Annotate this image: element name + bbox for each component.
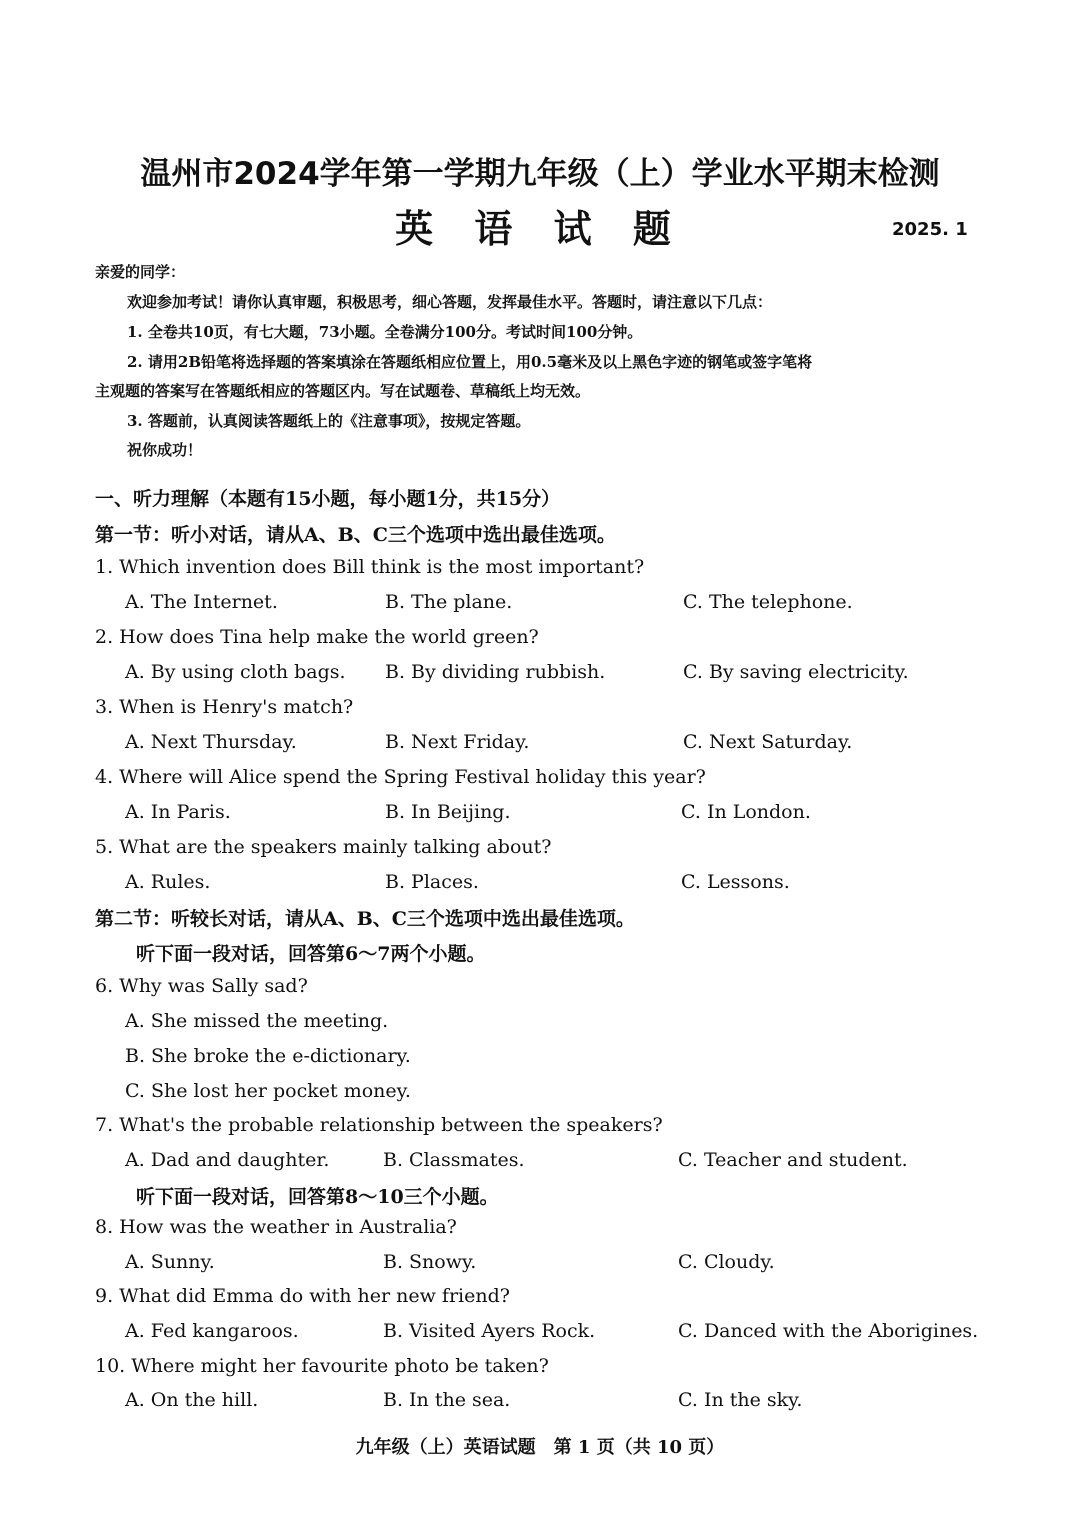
question-9: 9. What did Emma do with her new friend? [95, 1285, 510, 1307]
question-6: 6. Why was Sally sad? [95, 975, 308, 997]
q10-option-a: A. On the hill. [125, 1389, 259, 1411]
q8-option-a: A. Sunny. [125, 1251, 215, 1273]
q2-option-b: B. By dividing rubbish. [385, 661, 606, 683]
question-10: 10. Where might her favourite photo be taken? [95, 1355, 549, 1377]
notice-item-1 [95, 318, 965, 347]
notice-item-3 [95, 407, 965, 436]
section-heading: 一、听力理解（本题有15小题，每小题1分，共15分） [95, 488, 561, 510]
question-2: 2. How does Tina help make the world green? [95, 626, 539, 648]
q6-option-a: A. She missed the meeting. [125, 1010, 389, 1032]
q4-option-c: C. In London. [681, 801, 811, 823]
q1-option-b: B. The plane. [385, 591, 513, 613]
notice-item-2a [95, 348, 965, 377]
page-footer: 九年级（上）英语试题 第 1 页（共 10 页） [355, 1437, 725, 1458]
q7-option-b: B. Classmates. [383, 1149, 525, 1171]
question-4: 4. Where will Alice spend the Spring Festival holiday this year? [95, 766, 706, 788]
q9-option-b: B. Visited Ayers Rock. [383, 1320, 596, 1342]
notice-item-1-text: 1. 全卷共10页，有七大题，73小题。全卷满分100分。考试时间100分钟。 [127, 323, 643, 341]
q8-option-c: C. Cloudy. [678, 1251, 775, 1273]
exam-subject: 英 语 试 题 [395, 207, 685, 251]
q10-option-c: C. In the sky. [678, 1389, 803, 1411]
q9-option-a: A. Fed kangaroos. [125, 1320, 299, 1342]
q6-option-c: C. She lost her pocket money. [125, 1080, 411, 1102]
q5-option-c: C. Lessons. [681, 871, 790, 893]
question-7: 7. What's the probable relationship between the speakers? [95, 1114, 663, 1136]
part2-instruction: 第二节：听较长对话，请从A、B、C三个选项中选出最佳选项。 [95, 908, 635, 930]
part1-instruction: 第一节：听小对话，请从A、B、C三个选项中选出最佳选项。 [95, 524, 616, 546]
question-3: 3. When is Henry's match? [95, 696, 354, 718]
question-8: 8. How was the weather in Australia? [95, 1216, 457, 1238]
q5-option-b: B. Places. [385, 871, 479, 893]
q9-option-c: C. Danced with the Aborigines. [678, 1320, 979, 1342]
question-1: 1. Which invention does Bill think is the most important? [95, 556, 645, 578]
q7-option-a: A. Dad and daughter. [125, 1149, 330, 1171]
q1-option-c: C. The telephone. [683, 591, 853, 613]
q7-option-c: C. Teacher and student. [678, 1149, 908, 1171]
notice-item-2a-text: 2. 请用2B铅笔将选择题的答案填涂在答题纸相应位置上，用0.5毫米及以上黑色字迹的钢笔或签字笔将 [127, 353, 813, 371]
notice-closing [95, 436, 965, 465]
q5-option-a: A. Rules. [125, 871, 211, 893]
q4-option-a: A. In Paris. [125, 801, 231, 823]
exam-date: 2025. 1 [892, 219, 968, 240]
q2-option-c: C. By saving electricity. [683, 661, 909, 683]
exam-title: 温州市2024学年第一学期九年级（上）学业水平期末检测 [140, 156, 940, 192]
q6-option-b: B. She broke the e-dictionary. [125, 1045, 411, 1067]
notice-intro-text: 欢迎参加考试！请你认真审题，积极思考，细心答题，发挥最佳水平。答题时，请注意以下几点： [127, 293, 773, 311]
instruction-8-10: 听下面一段对话，回答第8～10三个小题。 [136, 1186, 499, 1208]
q3-option-c: C. Next Saturday. [683, 731, 853, 753]
notice-item-3-text: 3. 答题前，认真阅读答题纸上的《注意事项》，按规定答题。 [127, 412, 531, 430]
notice-closing-text: 祝你成功！ [127, 441, 203, 459]
question-5: 5. What are the speakers mainly talking about? [95, 836, 552, 858]
q3-option-b: B. Next Friday. [385, 731, 530, 753]
notice-item-2b: 主观题的答案写在答题纸相应的答题区内。写在试题卷、草稿纸上均无效。 [95, 382, 591, 400]
notice-greeting: 亲爱的同学： [95, 263, 186, 281]
q3-option-a: A. Next Thursday. [125, 731, 297, 753]
q1-option-a: A. The Internet. [125, 591, 278, 613]
q4-option-b: B. In Beijing. [385, 801, 511, 823]
q8-option-b: B. Snowy. [383, 1251, 477, 1273]
q10-option-b: B. In the sea. [383, 1389, 511, 1411]
notice-intro [95, 288, 965, 317]
q2-option-a: A. By using cloth bags. [125, 661, 346, 683]
instruction-6-7: 听下面一段对话，回答第6～7两个小题。 [136, 943, 486, 965]
